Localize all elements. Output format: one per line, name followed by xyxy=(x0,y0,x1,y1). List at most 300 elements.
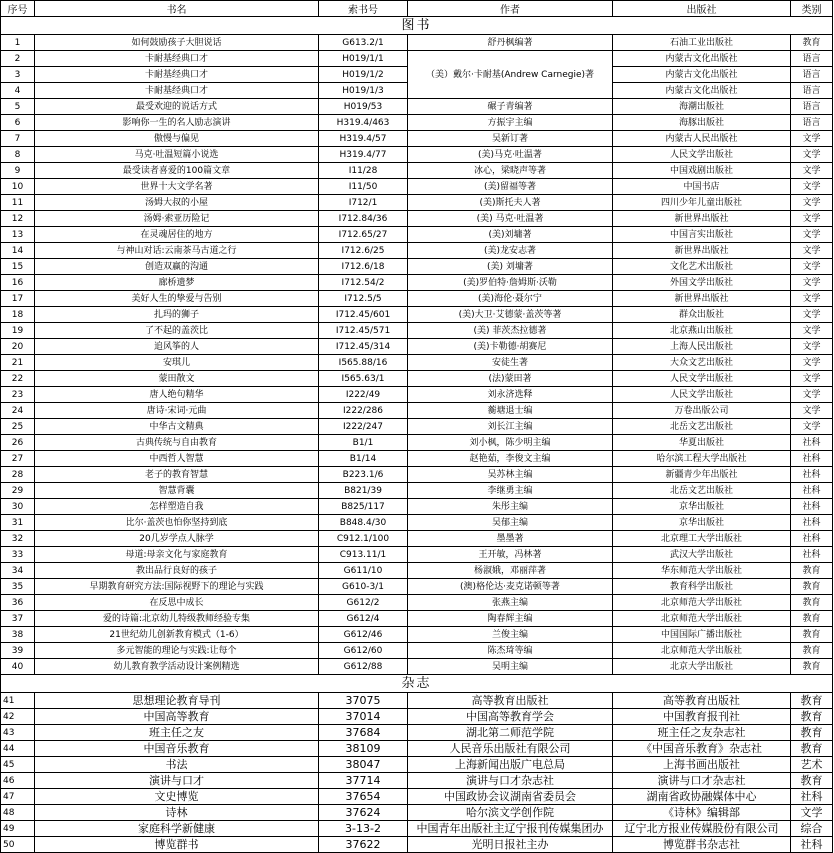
row-author: 上海新闻出版广电总局 xyxy=(408,757,613,773)
row-call-no: B1/14 xyxy=(319,451,408,467)
row-publisher: 北岳文艺出版社 xyxy=(613,483,791,499)
header-publisher: 出版社 xyxy=(613,1,791,17)
table-row xyxy=(1,579,833,595)
row-call-no: I712.6/25 xyxy=(319,243,408,259)
row-category: 教育 xyxy=(791,595,833,611)
row-category: 文学 xyxy=(791,387,833,403)
header-seq: 序号 xyxy=(1,1,35,17)
row-seq: 9 xyxy=(1,163,35,179)
row-call-no: H319.4/463 xyxy=(319,115,408,131)
table-row xyxy=(1,709,833,725)
row-seq: 5 xyxy=(1,99,35,115)
row-category: 社科 xyxy=(791,499,833,515)
header-title: 书名 xyxy=(35,1,319,17)
row-seq: 40 xyxy=(1,659,35,675)
row-call-no: I712.45/601 xyxy=(319,307,408,323)
row-category: 文学 xyxy=(791,419,833,435)
row-author: 中国政协会议湖南省委员会 xyxy=(408,789,613,805)
table-row xyxy=(1,547,833,563)
row-category: 教育 xyxy=(791,611,833,627)
row-publisher: 北京理工大学出版社 xyxy=(613,531,791,547)
table-row xyxy=(1,627,833,643)
row-author: 方振宇主编 xyxy=(408,115,613,131)
row-category: 文学 xyxy=(791,291,833,307)
row-category: 教育 xyxy=(791,659,833,675)
row-seq: 19 xyxy=(1,323,35,339)
row-call-no: 38047 xyxy=(319,757,408,773)
row-author: (澳)格伦达·麦克诺顿等著 xyxy=(408,579,613,595)
row-title: 怎样塑造自我 xyxy=(35,499,319,515)
row-publisher: 中国书店 xyxy=(613,179,791,195)
table-row xyxy=(1,821,833,837)
row-author: (美) 马克·吐温著 xyxy=(408,211,613,227)
row-category: 社科 xyxy=(791,451,833,467)
row-publisher: 万卷出版公司 xyxy=(613,403,791,419)
row-title: 中华古文精典 xyxy=(35,419,319,435)
row-call-no: 37654 xyxy=(319,789,408,805)
row-call-no: 37622 xyxy=(319,837,408,853)
row-title: 爱的诗篇:北京幼儿特级教师经验专集 xyxy=(35,611,319,627)
row-publisher: 《中国音乐教育》杂志社 xyxy=(613,741,791,757)
row-title: 廊桥遗梦 xyxy=(35,275,319,291)
row-title: 蒙田散文 xyxy=(35,371,319,387)
row-category: 文学 xyxy=(791,163,833,179)
row-seq: 43 xyxy=(1,725,35,741)
row-call-no: G612/2 xyxy=(319,595,408,611)
row-author: 光明日报社主办 xyxy=(408,837,613,853)
table-row xyxy=(1,789,833,805)
section-row-books xyxy=(1,17,833,35)
table-row xyxy=(1,451,833,467)
table-row xyxy=(1,611,833,627)
row-call-no: G612/4 xyxy=(319,611,408,627)
header-category: 类别 xyxy=(791,1,833,17)
row-category: 文学 xyxy=(791,211,833,227)
row-call-no: I222/286 xyxy=(319,403,408,419)
row-author: 王开敏，冯林著 xyxy=(408,547,613,563)
table-row xyxy=(1,291,833,307)
row-category: 语言 xyxy=(791,115,833,131)
row-seq: 21 xyxy=(1,355,35,371)
row-category: 教育 xyxy=(791,627,833,643)
row-category: 社科 xyxy=(791,515,833,531)
row-author: 陈杰琦等编 xyxy=(408,643,613,659)
row-seq: 12 xyxy=(1,211,35,227)
row-seq: 15 xyxy=(1,259,35,275)
row-publisher: 华夏出版社 xyxy=(613,435,791,451)
row-author: (美)马克·吐温著 xyxy=(408,147,613,163)
row-category: 文学 xyxy=(791,147,833,163)
row-title: 思想理论教育导刊 xyxy=(35,693,319,709)
row-category: 社科 xyxy=(791,789,833,805)
row-title: 马克·吐温短篇小说选 xyxy=(35,147,319,163)
table-row xyxy=(1,147,833,163)
row-title: 博览群书 xyxy=(35,837,319,853)
row-call-no: G613.2/1 xyxy=(319,35,408,51)
row-author: 安徒生著 xyxy=(408,355,613,371)
row-author: 吴郁主编 xyxy=(408,515,613,531)
row-title: 影响你一生的名人励志演讲 xyxy=(35,115,319,131)
row-publisher: 北京师范大学出版社 xyxy=(613,611,791,627)
row-call-no: H319.4/77 xyxy=(319,147,408,163)
row-title: 教出品行良好的孩子 xyxy=(35,563,319,579)
row-publisher: 北京大学出版社 xyxy=(613,659,791,675)
row-author: 吴明主编 xyxy=(408,659,613,675)
row-title: 演讲与口才 xyxy=(35,773,319,789)
table-row xyxy=(1,179,833,195)
row-title: 在灵魂居住的地方 xyxy=(35,227,319,243)
table-row xyxy=(1,773,833,789)
row-publisher: 石油工业出版社 xyxy=(613,35,791,51)
row-seq: 18 xyxy=(1,307,35,323)
row-publisher: 上海人民出版社 xyxy=(613,339,791,355)
row-author: 人民音乐出版社有限公司 xyxy=(408,741,613,757)
row-author: 张燕主编 xyxy=(408,595,613,611)
row-seq: 2 xyxy=(1,51,35,67)
row-seq: 11 xyxy=(1,195,35,211)
row-publisher: 博览群书杂志社 xyxy=(613,837,791,853)
row-publisher: 新世界出版社 xyxy=(613,211,791,227)
table-row xyxy=(1,163,833,179)
row-title: 早期教育研究方法:国际视野下的理论与实践 xyxy=(35,579,319,595)
row-seq: 16 xyxy=(1,275,35,291)
row-call-no: I712/1 xyxy=(319,195,408,211)
row-title: 与神山对话:云南茶马古道之行 xyxy=(35,243,319,259)
row-author: 哈尔滨文学创作院 xyxy=(408,805,613,821)
row-category: 文学 xyxy=(791,805,833,821)
row-publisher: 中国国际广播出版社 xyxy=(613,627,791,643)
table-row xyxy=(1,51,833,67)
table-row xyxy=(1,595,833,611)
row-title: 傲慢与偏见 xyxy=(35,131,319,147)
table-row xyxy=(1,339,833,355)
row-call-no: 38109 xyxy=(319,741,408,757)
row-author: (美)龙安志著 xyxy=(408,243,613,259)
row-title: 幼儿教育教学活动设计案例精选 xyxy=(35,659,319,675)
table-row xyxy=(1,837,833,853)
row-seq: 10 xyxy=(1,179,35,195)
row-category: 文学 xyxy=(791,275,833,291)
row-title: 最受读者喜爱的100篇文章 xyxy=(35,163,319,179)
row-publisher: 内蒙古人民出版社 xyxy=(613,131,791,147)
row-title: 家庭科学新健康 xyxy=(35,821,319,837)
row-seq: 8 xyxy=(1,147,35,163)
row-category: 教育 xyxy=(791,643,833,659)
row-publisher: 内蒙古文化出版社 xyxy=(613,67,791,83)
row-author: (美)海伦·聂尔宁 xyxy=(408,291,613,307)
row-call-no: 37624 xyxy=(319,805,408,821)
row-call-no: I222/49 xyxy=(319,387,408,403)
row-publisher: 新世界出版社 xyxy=(613,291,791,307)
row-category: 文学 xyxy=(791,339,833,355)
row-seq: 7 xyxy=(1,131,35,147)
row-call-no: I222/247 xyxy=(319,419,408,435)
row-seq: 13 xyxy=(1,227,35,243)
books-body xyxy=(1,35,833,675)
row-publisher: 人民文学出版社 xyxy=(613,371,791,387)
row-seq: 22 xyxy=(1,371,35,387)
row-category: 语言 xyxy=(791,99,833,115)
table-row xyxy=(1,659,833,675)
header-author: 作者 xyxy=(408,1,613,17)
row-category: 社科 xyxy=(791,483,833,499)
row-title: 古典传统与自由教育 xyxy=(35,435,319,451)
row-seq: 38 xyxy=(1,627,35,643)
row-seq: 46 xyxy=(1,773,35,789)
row-category: 教育 xyxy=(791,709,833,725)
row-call-no: G612/88 xyxy=(319,659,408,675)
row-seq: 23 xyxy=(1,387,35,403)
table-row xyxy=(1,307,833,323)
row-seq: 14 xyxy=(1,243,35,259)
row-seq: 42 xyxy=(1,709,35,725)
table-row xyxy=(1,563,833,579)
row-title: 班主任之友 xyxy=(35,725,319,741)
table-row xyxy=(1,805,833,821)
row-title: 老子的教育智慧 xyxy=(35,467,319,483)
row-call-no: I712.54/2 xyxy=(319,275,408,291)
row-author: (美)斯托夫人著 xyxy=(408,195,613,211)
row-category: 艺术 xyxy=(791,757,833,773)
table-row xyxy=(1,757,833,773)
row-author: 杨淑娥，邓丽萍著 xyxy=(408,563,613,579)
row-call-no: I712.6/18 xyxy=(319,259,408,275)
row-seq: 1 xyxy=(1,35,35,51)
row-call-no: C913.11/1 xyxy=(319,547,408,563)
table-row xyxy=(1,725,833,741)
row-seq: 29 xyxy=(1,483,35,499)
table-row xyxy=(1,371,833,387)
row-author: 赵艳茹，李俊文主编 xyxy=(408,451,613,467)
row-call-no: I712.45/314 xyxy=(319,339,408,355)
row-author: 刘长江主编 xyxy=(408,419,613,435)
row-publisher: 华东师范大学出版社 xyxy=(613,563,791,579)
table-row xyxy=(1,35,833,51)
row-call-no: G611/10 xyxy=(319,563,408,579)
row-title: 母道:母亲文化与家庭教育 xyxy=(35,547,319,563)
row-title: 在反思中成长 xyxy=(35,595,319,611)
table-row xyxy=(1,355,833,371)
row-seq: 24 xyxy=(1,403,35,419)
section-title-magazines: 杂志 xyxy=(1,675,833,693)
section-title-books: 图书 xyxy=(1,17,833,35)
row-title: 了不起的盖茨比 xyxy=(35,323,319,339)
row-category: 教育 xyxy=(791,741,833,757)
row-title: 汤姆·索亚历险记 xyxy=(35,211,319,227)
row-call-no: C912.1/100 xyxy=(319,531,408,547)
row-category: 教育 xyxy=(791,693,833,709)
row-author: 中国青年出版社主辽宁报刊传媒集团办 xyxy=(408,821,613,837)
row-title: 21世纪幼儿创新教育模式（1-6） xyxy=(35,627,319,643)
row-call-no: I712.84/36 xyxy=(319,211,408,227)
row-category: 文学 xyxy=(791,243,833,259)
row-call-no: H019/53 xyxy=(319,99,408,115)
row-category: 文学 xyxy=(791,195,833,211)
row-seq: 32 xyxy=(1,531,35,547)
row-publisher: 中国言实出版社 xyxy=(613,227,791,243)
row-category: 文学 xyxy=(791,227,833,243)
row-call-no: I11/28 xyxy=(319,163,408,179)
row-author: 高等教育出版社 xyxy=(408,693,613,709)
row-seq: 30 xyxy=(1,499,35,515)
row-publisher: 大众文艺出版社 xyxy=(613,355,791,371)
row-seq: 4 xyxy=(1,83,35,99)
row-publisher: 京华出版社 xyxy=(613,515,791,531)
header-call-no: 索书号 xyxy=(319,1,408,17)
row-publisher: 北京燕山出版社 xyxy=(613,323,791,339)
table-row xyxy=(1,227,833,243)
row-call-no: B825/117 xyxy=(319,499,408,515)
header-row xyxy=(1,1,833,17)
row-title: 唐人绝句精华 xyxy=(35,387,319,403)
row-publisher: 哈尔滨工程大学出版社 xyxy=(613,451,791,467)
row-category: 文学 xyxy=(791,307,833,323)
table-row xyxy=(1,259,833,275)
row-call-no: H019/1/1 xyxy=(319,51,408,67)
row-publisher: 新疆青少年出版社 xyxy=(613,467,791,483)
row-category: 教育 xyxy=(791,563,833,579)
row-call-no: 37684 xyxy=(319,725,408,741)
row-category: 社科 xyxy=(791,435,833,451)
row-publisher: 外国文学出版社 xyxy=(613,275,791,291)
row-call-no: G612/46 xyxy=(319,627,408,643)
row-title: 多元智能的理论与实践:让每个 xyxy=(35,643,319,659)
row-publisher: 北京师范大学出版社 xyxy=(613,595,791,611)
row-title: 比尔·盖茨也怕你坚持到底 xyxy=(35,515,319,531)
row-seq: 6 xyxy=(1,115,35,131)
table-row xyxy=(1,403,833,419)
row-call-no: 3-13-2 xyxy=(319,821,408,837)
table-row xyxy=(1,515,833,531)
row-seq: 36 xyxy=(1,595,35,611)
row-category: 社科 xyxy=(791,547,833,563)
table-row xyxy=(1,211,833,227)
row-call-no: 37075 xyxy=(319,693,408,709)
row-publisher: 海豚出版社 xyxy=(613,115,791,131)
row-category: 语言 xyxy=(791,83,833,99)
row-category: 社科 xyxy=(791,531,833,547)
row-category: 语言 xyxy=(791,51,833,67)
row-seq: 20 xyxy=(1,339,35,355)
row-category: 综合 xyxy=(791,821,833,837)
row-author-merged: （美）戴尔·卡耐基(Andrew Carnegie)著 xyxy=(408,51,613,99)
row-seq: 33 xyxy=(1,547,35,563)
row-seq: 48 xyxy=(1,805,35,821)
table-row xyxy=(1,115,833,131)
row-author: (美) 刘墉著 xyxy=(408,259,613,275)
row-title: 书法 xyxy=(35,757,319,773)
row-category: 社科 xyxy=(791,837,833,853)
row-seq: 44 xyxy=(1,741,35,757)
row-publisher: 班主任之友杂志社 xyxy=(613,725,791,741)
row-title: 卡耐基经典口才 xyxy=(35,67,319,83)
row-seq: 26 xyxy=(1,435,35,451)
row-publisher: 群众出版社 xyxy=(613,307,791,323)
row-publisher: 文化艺术出版社 xyxy=(613,259,791,275)
row-author: 刘永济选释 xyxy=(408,387,613,403)
row-publisher: 武汉大学出版社 xyxy=(613,547,791,563)
row-category: 文学 xyxy=(791,131,833,147)
row-publisher: 内蒙古文化出版社 xyxy=(613,51,791,67)
row-call-no: I712.45/571 xyxy=(319,323,408,339)
row-call-no: I11/50 xyxy=(319,179,408,195)
row-publisher: 辽宁北方报业传媒股份有限公司 xyxy=(613,821,791,837)
table-row xyxy=(1,131,833,147)
row-category: 文学 xyxy=(791,403,833,419)
table-row xyxy=(1,387,833,403)
row-title: 中国高等教育 xyxy=(35,709,319,725)
row-seq: 41 xyxy=(1,693,35,709)
row-publisher: 人民文学出版社 xyxy=(613,387,791,403)
table-row xyxy=(1,195,833,211)
row-publisher: 中国戏剧出版社 xyxy=(613,163,791,179)
row-seq: 31 xyxy=(1,515,35,531)
row-publisher: 北京师范大学出版社 xyxy=(613,643,791,659)
row-category: 文学 xyxy=(791,355,833,371)
row-author: 中国高等教育学会 xyxy=(408,709,613,725)
row-call-no: B821/39 xyxy=(319,483,408,499)
row-publisher: 教育科学出版社 xyxy=(613,579,791,595)
row-category: 教育 xyxy=(791,725,833,741)
row-seq: 28 xyxy=(1,467,35,483)
row-call-no: 37714 xyxy=(319,773,408,789)
row-call-no: G610-3/1 xyxy=(319,579,408,595)
table-row xyxy=(1,467,833,483)
row-publisher: 人民文学出版社 xyxy=(613,147,791,163)
row-title: 诗林 xyxy=(35,805,319,821)
table-row xyxy=(1,693,833,709)
row-author: (美)大卫·艾德蒙·盖茨等著 xyxy=(408,307,613,323)
row-author: 碾子青编著 xyxy=(408,99,613,115)
row-author: 舒丹枫编著 xyxy=(408,35,613,51)
row-publisher: 演讲与口才杂志社 xyxy=(613,773,791,789)
row-publisher: 北岳文艺出版社 xyxy=(613,419,791,435)
row-publisher: 高等教育出版社 xyxy=(613,693,791,709)
row-category: 教育 xyxy=(791,579,833,595)
row-author: (美)刘墉著 xyxy=(408,227,613,243)
row-call-no: I565.63/1 xyxy=(319,371,408,387)
row-call-no: B223.1/6 xyxy=(319,467,408,483)
table-row xyxy=(1,643,833,659)
row-seq: 25 xyxy=(1,419,35,435)
row-title: 最受欢迎的说话方式 xyxy=(35,99,319,115)
row-title: 创造双赢的沟通 xyxy=(35,259,319,275)
row-category: 教育 xyxy=(791,773,833,789)
row-title: 20几岁学点人脉学 xyxy=(35,531,319,547)
row-author: 演讲与口才杂志社 xyxy=(408,773,613,789)
row-call-no: H319.4/57 xyxy=(319,131,408,147)
row-title: 汤姆大叔的小屋 xyxy=(35,195,319,211)
row-seq: 35 xyxy=(1,579,35,595)
row-title: 中国音乐教育 xyxy=(35,741,319,757)
row-category: 文学 xyxy=(791,179,833,195)
table-row xyxy=(1,531,833,547)
row-seq: 3 xyxy=(1,67,35,83)
row-category: 文学 xyxy=(791,323,833,339)
row-author: 蘅塘退士编 xyxy=(408,403,613,419)
row-call-no: B1/1 xyxy=(319,435,408,451)
row-call-no: H019/1/3 xyxy=(319,83,408,99)
row-category: 教育 xyxy=(791,35,833,51)
table-row xyxy=(1,741,833,757)
row-title: 文史博览 xyxy=(35,789,319,805)
row-publisher: 四川少年儿童出版社 xyxy=(613,195,791,211)
row-author: 兰俊主编 xyxy=(408,627,613,643)
row-call-no: I712.65/27 xyxy=(319,227,408,243)
row-category: 社科 xyxy=(791,467,833,483)
row-call-no: I712.5/5 xyxy=(319,291,408,307)
row-seq: 47 xyxy=(1,789,35,805)
